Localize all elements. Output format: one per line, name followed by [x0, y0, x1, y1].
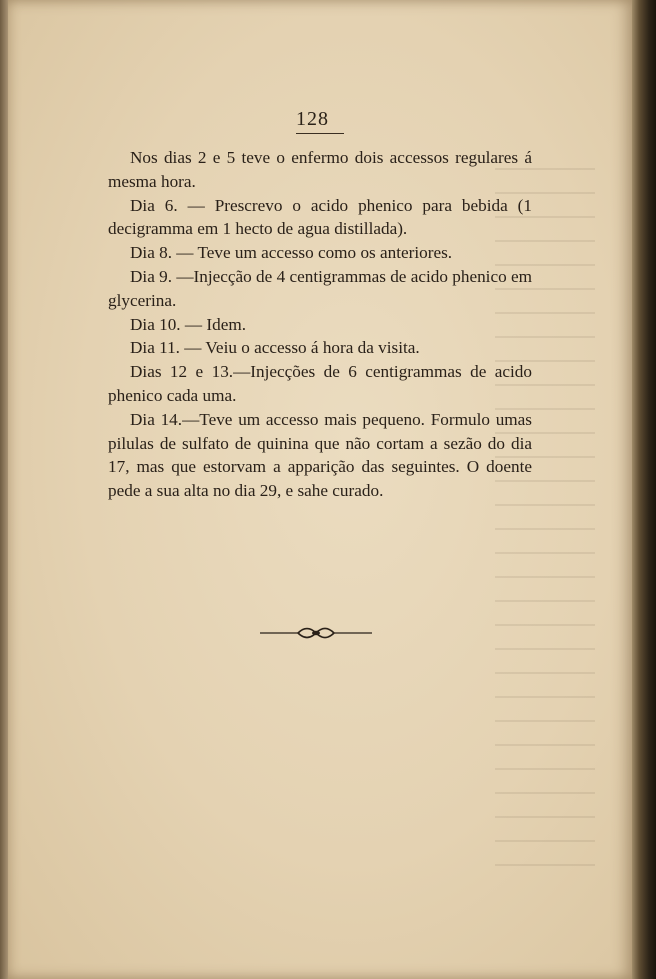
page-number: 128: [296, 108, 329, 130]
book-page-edge: [632, 0, 656, 979]
paragraph: Dia 8. — Teve um accesso como os anteriores.: [130, 243, 453, 263]
book-gutter-edge: [0, 0, 8, 979]
page-number-rule: [296, 133, 344, 134]
paragraph: Dia 9. —Injecção de 4 centigrammas de acido phenico em glycerina.: [108, 266, 532, 310]
paragraph: Dias 12 e 13.—Injecções de 6 centigrammas de acido phenico cada uma.: [108, 362, 532, 405]
ornament-divider-icon: [258, 622, 374, 644]
paragraph: Dia 6. — Prescrevo o acido phenico para bebida (1 decigramma em 1 hecto de agua distillada).: [108, 195, 532, 239]
paragraph: Dia 11. — Veiu o accesso á hora da visita.: [130, 338, 420, 358]
paragraph: Dia 10. — Idem.: [130, 314, 246, 334]
body-text: [108, 146, 532, 503]
paragraph: Dia 14.—Teve um accesso mais pequeno. Formulo umas pilulas de sulfato de quinina que não cortam a sezão do dia 17, mas que estorvam a apparição das seguintes. O doente pede a sua alta no dia 29, e sahe curado.: [108, 409, 532, 501]
paragraph: Nos dias 2 e 5 teve o enfermo dois accessos regulares á mesma hora.: [108, 148, 532, 191]
